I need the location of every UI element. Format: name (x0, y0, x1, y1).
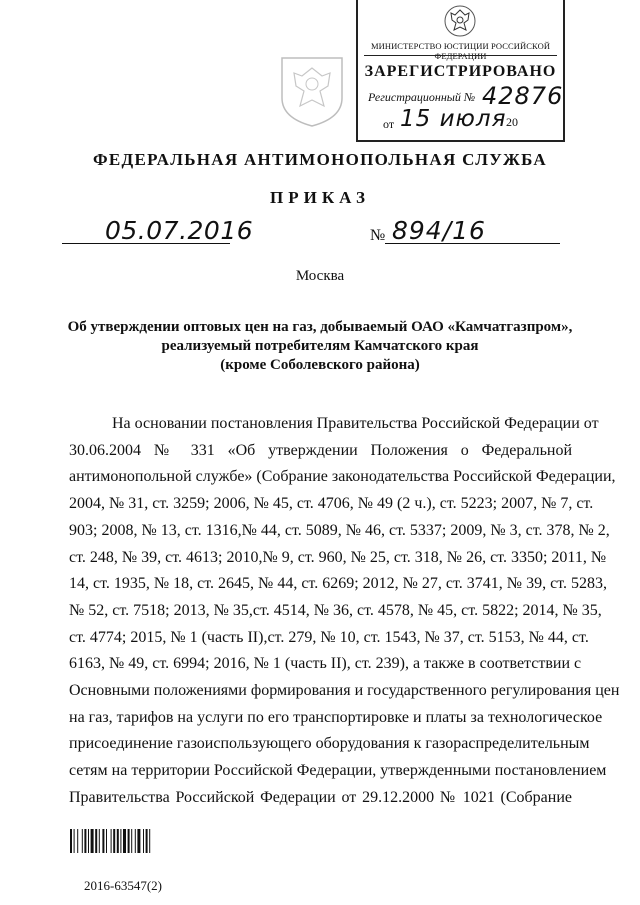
subject-line: реализуемый потребителям Камчатского края (161, 338, 479, 354)
body-line: присоединение газоиспользующего оборудования к газораспределительным (69, 735, 590, 753)
stamp-date-prefix: от (383, 117, 395, 131)
stamp-reg-number-label: Регистрационный № (368, 90, 476, 104)
barcode-bar (143, 829, 144, 853)
stamp-registered-label: ЗАРЕГИСТРИРОВАНО (364, 63, 557, 80)
barcode-bar (128, 829, 130, 853)
body-line: ст. 4774; 2015, № 1 (часть II),ст. 279, № 10, ст. 1543, № 37, ст. 5153, № 44, ст. (69, 628, 589, 646)
order-subject (60, 318, 580, 375)
barcode-bar (113, 829, 115, 853)
document-id: 2016-63547(2) (84, 878, 162, 893)
body-line: 30.06.2004 № 331 «Об утверждении Положения о Федеральной (69, 441, 572, 459)
barcode-bar (91, 829, 94, 853)
barcode-bar (77, 829, 78, 853)
stamp-date-value: 15 июля (400, 106, 507, 132)
order-title: ПРИКАЗ (270, 188, 370, 207)
body-line: 14, ст. 1935, № 18, ст. 2645, № 44, ст. 6269; 2012, № 27, ст. 3741, № 39, ст. 5283, (69, 575, 607, 593)
coat-of-arms-icon (443, 4, 477, 38)
barcode-bar (84, 829, 86, 853)
stamp-ministry-name: МИНИСТЕРСТВО ЮСТИЦИИ РОССИЙСКОЙ ФЕДЕРАЦИИ (370, 41, 551, 61)
barcode-bar (95, 829, 97, 853)
body-line: сетям на территории Российской Федерации, утвержденными постановлением (69, 762, 607, 780)
body-line: 2004, № 31, ст. 3259; 2006, № 45, ст. 4706, № 49 (2 ч.), ст. 5223; 2007, № 7, ст. (69, 495, 594, 513)
body-line: Основными положениями формирования и государственного регулирования цен (69, 682, 620, 700)
number-underline (385, 243, 560, 244)
subject-line: (кроме Соболевского района) (220, 357, 420, 373)
body-line: № 52, ст. 7518; 2013, № 35,ст. 4514, № 36, ст. 4578, № 45, ст. 5822; 2014, № 35, (69, 601, 602, 619)
stamp-divider (364, 55, 557, 56)
barcode-bar (70, 829, 72, 853)
body-line: на газ, тарифов на услуги по его транспортировке и платы за технологическое (69, 708, 603, 726)
number-sign: № (370, 227, 386, 244)
agency-emblem-icon (272, 48, 352, 128)
barcode-bar (146, 829, 148, 853)
barcode-bar (131, 829, 132, 853)
order-number: 894/16 (392, 216, 486, 245)
body-line: 903; 2008, № 13, ст. 1316,№ 44, ст. 5089, № 46, ст. 5337; 2009, № 3, ст. 378, № 2, (69, 521, 610, 539)
barcode-bar (88, 829, 89, 853)
barcode-bar (82, 829, 83, 853)
stamp-reg-number-value: 42876 (482, 82, 564, 110)
barcode-bar (111, 829, 112, 853)
barcode-bar (120, 829, 121, 853)
body-line: 6163, № 49, ст. 6994; 2016, № 1 (часть II), ст. 239), а также в соответствии с (69, 655, 582, 673)
barcode-bar (106, 829, 107, 853)
body-paragraph (69, 411, 620, 812)
barcode-bar (102, 829, 104, 853)
date-underline (62, 243, 230, 244)
barcode-bar (137, 829, 140, 853)
body-line: ст. 248, № 39, ст. 4613; 2010,№ 9, ст. 960, № 25, ст. 318, № 26, ст. 3350; 2011, № (69, 548, 607, 566)
body-line: антимонопольной службе» (Собрание законодательства Российской Федерации, (69, 468, 616, 486)
body-line: Правительства Российской Федерации от 29.12.2000 № 1021 (Собрание (69, 788, 572, 806)
registration-stamp (356, 0, 565, 142)
order-date: 05.07.2016 (105, 216, 254, 245)
barcode-bar (117, 829, 119, 853)
agency-name: ФЕДЕРАЛЬНАЯ АНТИМОНОПОЛЬНАЯ СЛУЖБА (92, 150, 547, 169)
barcode-bar (99, 829, 100, 853)
body-line: На основании постановления Правительства Российской Федерации от (112, 415, 599, 432)
subject-line: Об утверждении оптовых цен на газ, добываемый ОАО «Камчатгазпром», (67, 319, 573, 335)
barcode-bar (149, 829, 150, 853)
barcode-bar (123, 829, 126, 853)
barcode-bar (74, 829, 75, 853)
stamp-date-suffix: 20 (506, 115, 518, 129)
barcode-bar (135, 829, 136, 853)
city: Москва (295, 268, 345, 284)
barcode (70, 829, 175, 853)
